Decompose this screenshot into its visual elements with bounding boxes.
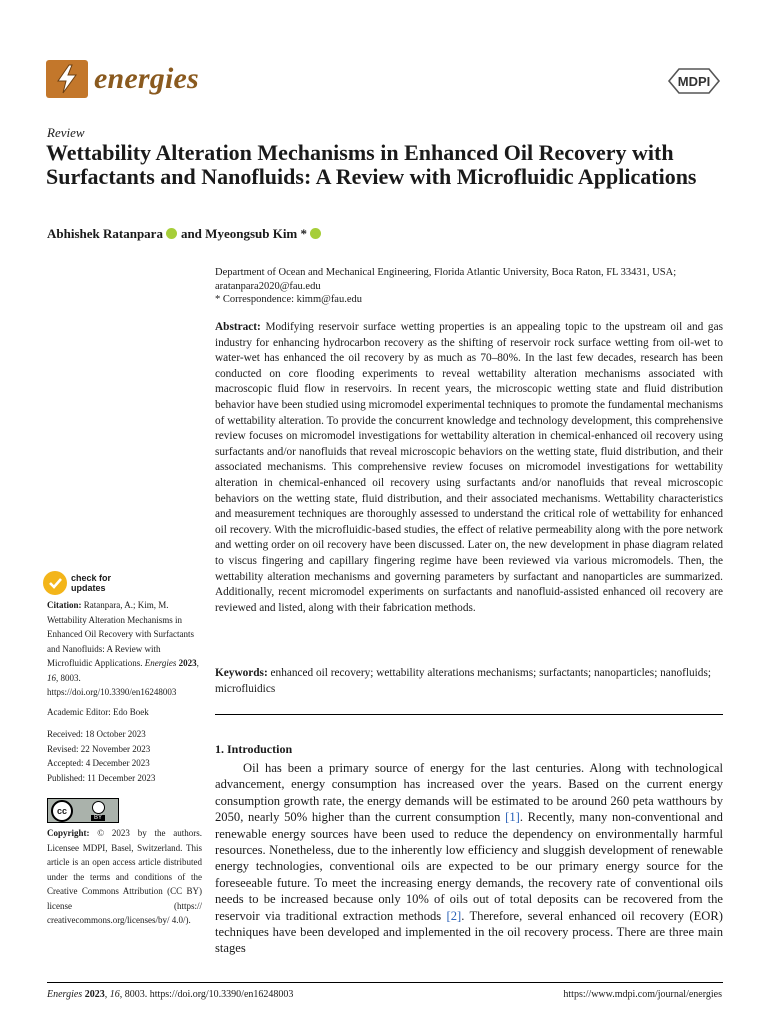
article-type: Review: [47, 125, 85, 140]
lightning-icon: [46, 60, 88, 98]
footer-year: 2023: [84, 989, 105, 1000]
keywords-text: enhanced oil recovery; wettability alterations mechanisms; surfactants; nanoparticles; nanofluids; microfluidics: [215, 667, 711, 695]
intro-text: Oil has been a primary source of energy for the last centuries. Along with technological advancement, energy consumption has increased over the years. Based on the current energy consumption growth rate, the energy demands will be estimated to be around 260 peta watthours by 2050, nearly 50% higher than the current consumption: [215, 761, 723, 825]
academic-editor: Academic Editor: Edo Boek: [47, 707, 149, 717]
keywords-label: Keywords:: [215, 667, 268, 679]
article-title: Wettability Alteration Mechanisms in Enhanced Oil Recovery with Surfactants and Nanofluids: A Review with Microfluidic Applications: [46, 140, 697, 189]
citation-text: Ratanpara, A.; Kim, M. Wettability Alteration Mechanisms in Enhanced Oil Recovery with Surfactants and Nanofluids: A Review with Microfluidic Applications.: [47, 600, 194, 668]
affiliation-email[interactable]: aratanpara2020@fau.edu: [215, 280, 321, 292]
published-date: Published: 11 December 2023: [47, 772, 156, 783]
journal-logo: [46, 60, 199, 98]
orcid-icon[interactable]: [166, 228, 177, 239]
copyright-label: Copyright:: [47, 828, 90, 838]
check-for-updates-button[interactable]: [43, 571, 111, 595]
affiliation-line: Department of Ocean and Mechanical Engineering, Florida Atlantic University, Boca Raton, FL 33431, USA;: [215, 267, 677, 278]
abstract: [215, 320, 723, 616]
affiliation: [215, 266, 725, 307]
journal-name: energies: [94, 62, 199, 95]
citation-link[interactable]: [1]: [505, 810, 520, 825]
publisher-logo: [665, 66, 723, 101]
abstract-text: Modifying reservoir surface wetting properties is an appealing topic to the upstream oil and gas industry for enhancing hydrocarbon recovery as the shifting of reservoir rock surface wetting from oil-wet to water-wet has enhanced the oil recovery by as much as 70–80%. In the last few decades, research has been conducted on core flooding experiments to reveal wettability alteration mechanisms associated with macroscopic fluid flow in reservoirs. In recent years, the microscopic wetting state and fluid distribution behavior have been studied using micromodel experimental techniques to promote the fundamental mechanisms of wettability alteration. To provide the concurrent knowledge and technology development, this comprehensive review focuses on micromodel investigations for wettability alteration in chemical-enhanced oil recovery using surfactants and/or nanofluids that reveal microscopic behaviors on the wetting state, fluid distribution, and their associated mechanisms. This comprehensive review focuses on micromodel investigations for wettability alteration in chemical-enhanced oil recovery using surfactants and/or nanofluids that reveal microscopic behaviors on the wetting state, fluid distribution, and their associated mechanisms. Wettability characteristics and measurement techniques are thoroughly assessed to understand the critical role of wettability for enhanced oil recovery. With the microfluidic-based studies, the effect of relative permeability along with the pore network and wetting order on oil recovery have been discussed. Later on, the new development in phase diagram related to viscus fingering and capillary fingering regime have been reviewed via various micromodels. Then, the wettability alteration mechanisms and governing parameters by surfactant and nanoparticles are summarized. Additionally, recent micromodel experiments on surfactants and nanofluid-assisted enhanced oil recovery are reviewed and listed, along with their fabrication methods.: [215, 321, 723, 614]
footer-divider: [47, 982, 723, 983]
copyright: [47, 826, 202, 928]
citation-doi[interactable]: https://doi.org/10.3390/en16248003: [47, 687, 177, 697]
check-line: check for: [71, 573, 112, 583]
intro-text: . Therefore, several enhanced oil recovery (EOR) techniques have been developed and implemented in the oil recovery process. There are three main stages: [215, 908, 723, 956]
intro-text: . Recently, many non-conventional and renewable energy sources have been used to reduce the dependency on environmentally harmful resources. Nonetheless, due to the inherently low efficiency and sluggish development of renewable energy technologies, conventional oils are expected to be our primary energy source for the foreseeable future. To meet the increasing energy demands, the recovery rate of conventional oils needs to be increased because only 10% of oils out of total deposits can be recovered from the reservoir via traditional extraction methods: [215, 810, 723, 923]
intro-paragraph: [215, 760, 723, 957]
orcid-icon[interactable]: [310, 228, 321, 239]
citation-label: Citation:: [47, 600, 82, 610]
citation-year: 2023: [178, 658, 197, 668]
cc-label: cc: [56, 805, 67, 816]
check-line: updates: [71, 583, 106, 593]
footer-journal: Energies: [47, 989, 83, 1000]
by-label: BY: [91, 815, 105, 821]
footer-citation: Energies 2023, 16, 8003. https://doi.org/10.3390/en16248003: [47, 989, 294, 1000]
revised-date: Revised: 22 November 2023: [47, 743, 151, 754]
history-dates: [47, 727, 202, 785]
keywords: [215, 666, 723, 697]
author-name: Abhishek Ratanpara: [47, 226, 163, 241]
correspondence: * Correspondence: kimm@fau.edu: [215, 294, 363, 305]
footer-url[interactable]: https://www.mdpi.com/journal/energies: [563, 989, 722, 1000]
copyright-text: © 2023 by the authors. Licensee MDPI, Basel, Switzerland. This article is an open access article distributed under the terms and conditions of the Creative Commons Attribution (CC BY) license (https:// creativecommons.org/licenses/by/ 4.0/).: [47, 828, 203, 925]
divider: [215, 714, 723, 715]
by-icon: [91, 801, 105, 821]
publisher-name: MDPI: [677, 74, 711, 89]
footer-doi[interactable]: , 8003. https://doi.org/10.3390/en16248003: [119, 989, 294, 1000]
check-updates-icon: [43, 571, 67, 595]
section-heading: 1. Introduction: [215, 742, 293, 756]
cc-icon: [51, 800, 73, 822]
cc-by-badge[interactable]: [47, 798, 119, 823]
abstract-label: Abstract:: [215, 321, 261, 333]
citation-link[interactable]: [2]: [446, 908, 462, 923]
author-joiner: and: [180, 226, 202, 241]
citation: Citation: Ratanpara, A.; Kim, M. Wettability Alteration Mechanisms in Enhanced Oil Recovery with Surfactants and Nanofluids: A Review with Microfluidic Applications. Energies 2023, 16, 8003. https://doi.org/10.3390/en16248003: [47, 600, 199, 697]
accepted-date: Accepted: 4 December 2023: [47, 758, 150, 768]
received-date: Received: 18 October 2023: [47, 729, 146, 739]
citation-journal: Energies: [144, 658, 177, 668]
footer-volume: 16: [109, 989, 120, 1000]
citation-tail: , 8003.: [56, 672, 81, 683]
author-name: Myeongsub Kim: [205, 226, 298, 241]
author-list: [47, 226, 325, 242]
corresponding-mark: *: [300, 226, 308, 241]
citation-volume: 16: [47, 672, 56, 683]
